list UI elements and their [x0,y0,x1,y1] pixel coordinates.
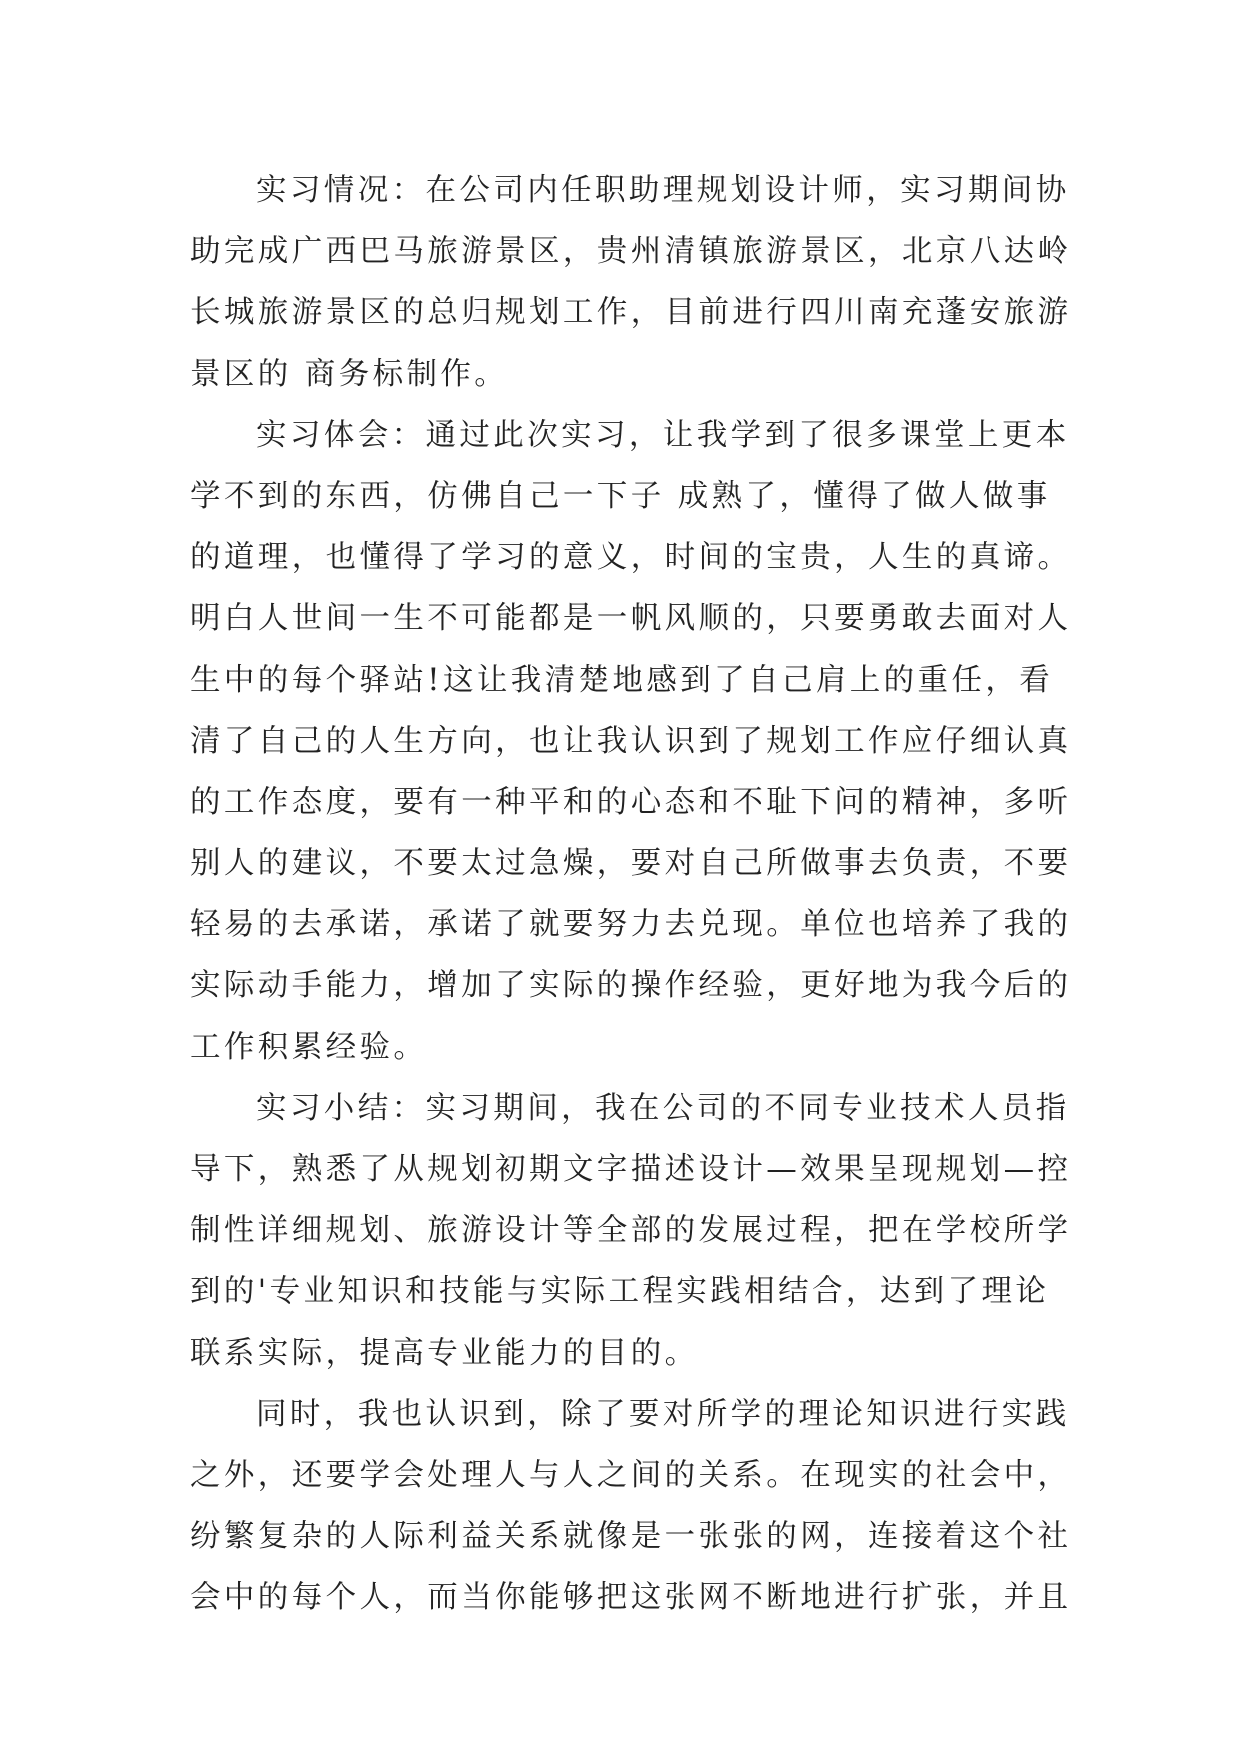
paragraph-relationships [190,1384,1072,1629]
paragraph-line: 明白人世间一生不可能都是一帆风顺的，只要勇敢去面对人 [190,601,1072,637]
paragraph-line: 同时，我也认识到，除了要对所学的理论知识进行实践 [256,1396,1070,1432]
paragraph-line: 导下，熟悉了从规划初期文字描述设计—效果呈现规划—控 [190,1152,1072,1187]
paragraph-internship-situation [190,160,1072,405]
paragraph-line: 别人的建议，不要太过急燥，要对自己所做事去负责，不要 [190,846,1072,882]
paragraph-line: 会中的每个人，而当你能够把这张网不断地进行扩张，并且 [190,1580,1072,1616]
paragraph-line: 实际动手能力，增加了实际的操作经验，更好地为我今后的 [190,968,1072,1004]
paragraph-line: 的工作态度，要有一种平和的心态和不耻下问的精神，多听 [190,784,1072,820]
paragraph-line: 工作积累经验。 [190,1029,428,1065]
paragraph-line: 到的'专业知识和技能与实际工程实践相结合，达到了理论 [190,1274,1050,1310]
paragraph-line: 制性详细规划、旅游设计等全部的发展过程，把在学校所学 [190,1213,1072,1249]
paragraph-line: 清了自己的人生方向，也让我认识到了规划工作应仔细认真 [190,723,1072,759]
paragraph-line: 实习体会：通过此次实习，让我学到了很多课堂上更本 [256,417,1070,453]
paragraph-line: 景区的 商务标制作。 [190,356,509,392]
paragraph-line: 生中的每个驿站!这让我清楚地感到了自己肩上的重任，看 [190,662,1054,698]
paragraph-line: 学不到的东西，仿佛自己一下子 成熟了，懂得了做人做事 [190,478,1051,514]
document-body [190,160,1072,1629]
paragraph-line: 联系实际，提高专业能力的目的。 [190,1335,699,1371]
paragraph-line: 实习小结：实习期间，我在公司的不同专业技术人员指 [256,1090,1070,1126]
paragraph-line: 纷繁复杂的人际利益关系就像是一张张的网，连接着这个社 [190,1519,1072,1555]
paragraph-line: 之外，还要学会处理人与人之间的关系。在现实的社会中， [190,1457,1072,1493]
paragraph-line: 的道理，也懂得了学习的意义，时间的宝贵，人生的真谛。 [190,540,1072,576]
paragraph-internship-summary [190,1078,1072,1384]
paragraph-internship-experience [190,405,1072,1078]
paragraph-line: 助完成广西巴马旅游景区，贵州清镇旅游景区，北京八达岭 [190,234,1072,270]
paragraph-line: 实习情况：在公司内任职助理规划设计师，实习期间协 [256,173,1070,208]
paragraph-line: 长城旅游景区的总归规划工作，目前进行四川南充蓬安旅游 [190,295,1072,331]
paragraph-line: 轻易的去承诺，承诺了就要努力去兑现。单位也培养了我的 [190,907,1072,943]
